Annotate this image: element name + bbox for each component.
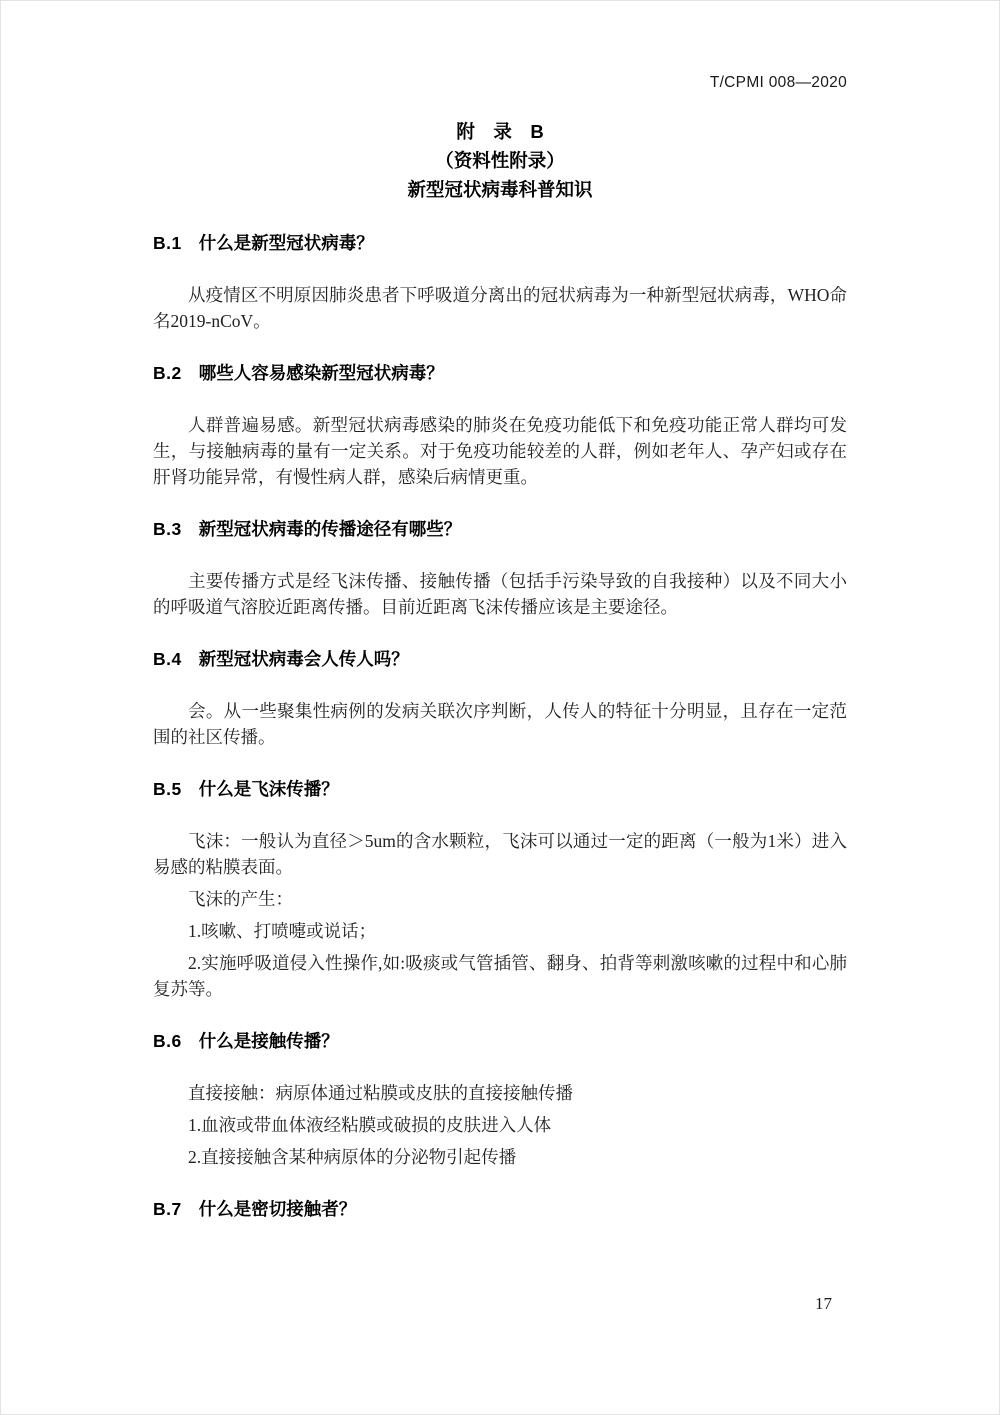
paragraph: 飞沫：一般认为直径＞5um的含水颗粒，飞沫可以通过一定的距离（一般为1米）进入易感的粘膜表面。: [153, 831, 847, 877]
section-heading-b4: [153, 646, 847, 672]
section-heading-b6: [153, 1028, 847, 1054]
section-number: B.5: [153, 779, 182, 799]
section-title: 新型冠状病毒会人传人吗？: [198, 649, 409, 669]
paragraph: 1.血液或带血体液经粘膜或破损的皮肤进入人体: [188, 1115, 552, 1135]
section-heading-b7: [153, 1196, 847, 1222]
paragraph: 1.咳嗽、打喷嚏或说话；: [188, 921, 377, 941]
page-content: [1, 1, 999, 1222]
appendix-note: （资料性附录）: [435, 150, 565, 171]
section-heading-b2: [153, 360, 847, 386]
paragraph: 从疫情区不明原因肺炎患者下呼吸道分离出的冠状病毒为一种新型冠状病毒，WHO命名2019-nCoV。: [153, 285, 847, 331]
section-number: B.4: [153, 649, 182, 669]
section-heading-b1: [153, 230, 847, 256]
section-title: 什么是密切接触者？: [198, 1199, 357, 1219]
appendix-label: 附 录 B: [456, 121, 544, 142]
section-title: 哪些人容易感染新型冠状病毒？: [198, 363, 444, 383]
paragraph: 飞沫的产生：: [188, 889, 293, 909]
section-number: B.2: [153, 363, 182, 383]
section-heading-b5: [153, 776, 847, 802]
paragraph: 2.直接接触含某种病原体的分泌物引起传播: [188, 1147, 517, 1167]
paragraph: 人群普遍易感。新型冠状病毒感染的肺炎在免疫功能低下和免疫功能正常人群均可发生，与接触病毒的量有一定关系。对于免疫功能较差的人群，例如老年人、孕产妇或存在肝肾功能异常，有慢性病人群，感染后病情更重。: [153, 415, 847, 487]
section-heading-b3: [153, 516, 847, 542]
page-number: 17: [815, 1294, 832, 1313]
section-title: 新型冠状病毒的传播途径有哪些？: [198, 519, 462, 539]
doc-number: T/CPMI 008—2020: [709, 74, 847, 91]
section-title: 什么是飞沫传播？: [198, 779, 339, 799]
paragraph: 会。从一些聚集性病例的发病关联次序判断，人传人的特征十分明显，且存在一定范围的社区传播。: [153, 701, 847, 747]
appendix-subject: 新型冠状病毒科普知识: [407, 179, 593, 200]
section-number: B.1: [153, 233, 182, 253]
paragraph: 2.实施呼吸道侵入性操作,如:吸痰或气管插管、翻身、拍背等刺激咳嗽的过程中和心肺复苏等。: [153, 953, 847, 999]
appendix-title-block: [153, 117, 847, 204]
section-title: 什么是接触传播？: [198, 1031, 339, 1051]
section-number: B.7: [153, 1199, 182, 1219]
section-number: B.3: [153, 519, 182, 539]
section-title: 什么是新型冠状病毒？: [198, 233, 374, 253]
section-number: B.6: [153, 1031, 182, 1051]
paragraph: 直接接触：病原体通过粘膜或皮肤的直接接触传播: [188, 1083, 573, 1103]
paragraph: 主要传播方式是经飞沫传播、接触传播（包括手污染导致的自我接种）以及不同大小的呼吸道气溶胶近距离传播。目前近距离飞沫传播应该是主要途径。: [153, 571, 847, 617]
